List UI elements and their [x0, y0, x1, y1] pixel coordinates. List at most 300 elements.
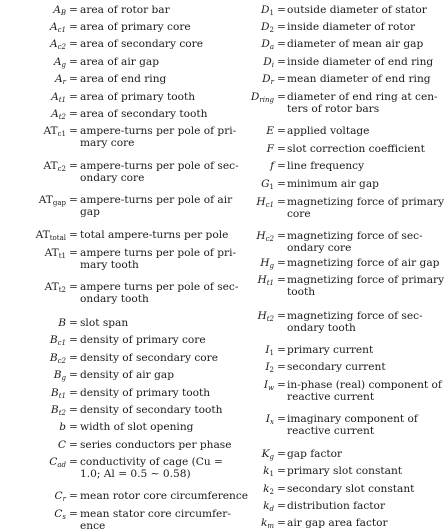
nomenclature-entry: [223, 231, 446, 254]
definition: [287, 231, 423, 254]
definition-line: ondary tooth: [287, 321, 356, 334]
equals-sign: =: [69, 421, 78, 433]
equals-sign: =: [69, 73, 78, 85]
symbol-letter: H: [260, 257, 270, 269]
equals-sign: =: [69, 281, 78, 293]
definition: [287, 518, 388, 530]
symbol-letter: F: [266, 143, 274, 155]
definition: [80, 39, 203, 51]
equals-sign: =: [277, 230, 286, 242]
nomenclature-entry: [0, 125, 237, 149]
symbol: [58, 440, 66, 452]
definition-line: inside diameter of end ring: [287, 56, 434, 68]
symbol-letter: I: [265, 344, 270, 356]
nomenclature-entry: [223, 5, 446, 17]
symbol: [261, 179, 274, 191]
symbol-subscript: B: [60, 9, 66, 17]
definition: [80, 230, 228, 242]
symbol-subscript: t1: [58, 392, 66, 400]
equals-sign: =: [277, 91, 286, 103]
symbol-letter: A: [54, 73, 63, 85]
definition: [287, 22, 415, 34]
symbol: [51, 405, 66, 417]
definition: [80, 109, 207, 121]
definition: [287, 92, 438, 115]
symbol-letter: AT: [44, 281, 59, 293]
nomenclature-entry: [223, 484, 446, 496]
nomenclature-entry: [223, 57, 446, 69]
definition-line: secondary slot constant: [287, 483, 415, 495]
definition: [287, 414, 418, 437]
symbol: [51, 388, 66, 400]
definition-line: ampere turns per pole of pri-: [80, 247, 237, 259]
definition: [287, 144, 425, 156]
definition-line: total ampere-turns per pole: [80, 229, 229, 241]
definition-line: density of secondary tooth: [80, 404, 223, 416]
definition-line: diameter of mean air gap: [287, 38, 424, 50]
definition: [80, 22, 191, 34]
definition: [287, 311, 423, 334]
equals-sign: =: [69, 4, 78, 16]
definition-line: ampere-turns per pole of air: [80, 194, 233, 206]
symbol: [265, 345, 274, 357]
symbol: [261, 518, 274, 530]
equals-sign: =: [277, 500, 286, 512]
nomenclature-entry: [0, 22, 223, 34]
symbol-letter: K: [261, 448, 270, 460]
symbol-letter: C: [49, 456, 58, 468]
symbol-letter: A: [51, 108, 59, 120]
nomenclature-entry: [0, 388, 223, 400]
symbol-subscript: 2: [269, 488, 274, 496]
symbol-subscript: g: [61, 61, 66, 69]
nomenclature-entry: [223, 74, 446, 86]
definition: [287, 345, 373, 357]
symbol-subscript: ring: [259, 96, 274, 104]
symbol: [261, 39, 274, 51]
definition: [80, 335, 206, 347]
symbol-letter: AT: [43, 125, 58, 137]
symbol-letter: k: [263, 465, 270, 477]
nomenclature-entry: [0, 335, 223, 347]
equals-sign: =: [277, 38, 286, 50]
definition: [80, 318, 128, 330]
nomenclature-entry: [223, 414, 446, 437]
symbol: [55, 74, 66, 86]
definition: [80, 388, 210, 400]
definition: [80, 5, 170, 17]
equals-sign: =: [277, 257, 286, 269]
equals-sign: =: [69, 456, 78, 468]
nomenclature-entry: [0, 490, 249, 503]
symbol: [54, 370, 66, 382]
symbol: [50, 353, 66, 365]
definition-line: density of primary core: [80, 334, 206, 346]
nomenclature-entry: [223, 144, 446, 156]
definition-line: magnetizing force of primary: [287, 274, 445, 286]
equals-sign: =: [277, 73, 286, 85]
definition: [287, 258, 439, 270]
symbol: [53, 5, 66, 17]
equals-sign: =: [277, 274, 286, 286]
definition-line: line frequency: [287, 160, 365, 172]
nomenclature-entry: [223, 275, 446, 298]
equals-sign: =: [69, 490, 78, 502]
equals-sign: =: [69, 108, 78, 120]
symbol: [267, 144, 274, 156]
symbol: [58, 318, 66, 330]
symbol-subscript: c1: [57, 130, 66, 138]
symbol-subscript: c2: [265, 235, 274, 243]
symbol: [266, 126, 274, 138]
nomenclature-entry: [0, 109, 223, 121]
nomenclature-entry: [0, 370, 223, 382]
equals-sign: =: [277, 448, 286, 460]
symbol: [266, 414, 274, 426]
symbol-subscript: t2: [58, 286, 66, 294]
symbol-letter: E: [266, 125, 274, 137]
symbol-letter: D: [262, 73, 271, 85]
symbol: [262, 74, 274, 86]
definition-line: area of primary tooth: [80, 91, 196, 103]
nomenclature-entry: [223, 518, 446, 530]
definition-line: ondary tooth: [80, 292, 149, 305]
symbol-subscript: 1: [269, 349, 274, 357]
definition-line: ampere turns per pole of sec-: [80, 281, 239, 293]
definition: [287, 5, 427, 17]
definition-line: density of secondary core: [80, 352, 218, 364]
definition-line: width of slot opening: [80, 421, 194, 433]
equals-sign: =: [277, 361, 286, 373]
definition-line: mean diameter of end ring: [287, 73, 431, 85]
definition: [80, 282, 238, 305]
nomenclature-entry: [0, 353, 223, 365]
equals-sign: =: [277, 21, 286, 33]
symbol: [264, 380, 274, 392]
definition: [287, 362, 386, 374]
symbol-subscript: 1: [269, 183, 274, 191]
nomenclature-entry: [0, 57, 223, 69]
definition-line: ondary core: [80, 171, 145, 184]
equals-sign: =: [277, 4, 286, 16]
equals-sign: =: [69, 508, 78, 520]
symbol-subscript: c2: [57, 43, 66, 51]
definition: [287, 275, 444, 298]
symbol-letter: B: [49, 352, 58, 364]
symbol: [49, 457, 66, 469]
equals-sign: =: [69, 439, 78, 451]
nomenclature-entry: [0, 160, 239, 184]
definition-line: magnetizing force of sec-: [287, 230, 423, 242]
equals-sign: =: [69, 21, 78, 33]
nomenclature-entry: [223, 501, 446, 513]
equals-sign: =: [69, 229, 78, 241]
equals-sign: =: [277, 125, 286, 137]
definition-line: gap factor: [287, 448, 343, 460]
symbol-subscript: r: [62, 78, 66, 86]
definition: [287, 501, 385, 513]
symbol-letter: AT: [38, 194, 53, 206]
symbol: [51, 109, 66, 121]
symbol-letter: D: [261, 4, 270, 16]
equals-sign: =: [69, 194, 78, 206]
definition-line: mary core: [80, 136, 135, 149]
definition-line: magnetizing force of air gap: [287, 257, 440, 269]
symbol-subscript: c1: [265, 201, 274, 209]
definition-line: distribution factor: [287, 500, 386, 512]
symbol-subscript: r: [270, 78, 274, 86]
definition-line: diameter of end ring at cen-: [287, 91, 438, 103]
nomenclature-entry: [0, 439, 232, 452]
symbol-letter: A: [49, 21, 58, 33]
symbol-subscript: 1: [269, 470, 274, 478]
symbol: [263, 57, 274, 69]
definition: [287, 161, 364, 173]
symbol-letter: D: [263, 56, 272, 68]
symbol-letter: D: [261, 38, 270, 50]
equals-sign: =: [69, 247, 78, 259]
definition: [287, 484, 414, 496]
definition-line: ampere-turns per pole of pri-: [80, 125, 237, 137]
symbol-letter: I: [265, 361, 270, 373]
symbol-letter: D: [250, 91, 260, 103]
symbol: [54, 57, 66, 69]
symbol: [54, 509, 66, 521]
symbol: [45, 248, 66, 260]
symbol-letter: D: [261, 21, 270, 33]
symbol: [43, 161, 66, 173]
definition: [287, 380, 442, 403]
equals-sign: =: [277, 143, 286, 155]
definition-line: primary slot constant: [287, 465, 403, 477]
definition: [287, 466, 402, 478]
symbol-letter: AT: [35, 229, 50, 241]
symbol-letter: k: [263, 500, 270, 512]
symbol-subscript: 2: [269, 366, 274, 374]
nomenclature-entry: [223, 449, 446, 461]
equals-sign: =: [277, 413, 286, 425]
equals-sign: =: [277, 517, 286, 529]
definition-line: slot span: [80, 317, 129, 329]
nomenclature-entry: [223, 92, 446, 115]
symbol-subscript: r: [62, 495, 66, 503]
nomenclature-entry: [0, 229, 229, 242]
equals-sign: =: [69, 125, 78, 137]
symbol: [257, 311, 274, 323]
nomenclature-entry: [223, 126, 446, 138]
symbol: [50, 22, 66, 34]
definition-line: ence: [80, 519, 106, 532]
symbol-letter: AT: [44, 247, 59, 259]
definition-line: slot correction coefficient: [287, 143, 425, 155]
definition: [287, 179, 379, 191]
definition-line: applied voltage: [287, 125, 370, 137]
definition: [80, 405, 222, 417]
nomenclature-entry: [223, 362, 446, 374]
nomenclature-entry: [223, 22, 446, 34]
symbol-subscript: 2: [269, 26, 274, 34]
definition-line: inside diameter of rotor: [287, 21, 416, 33]
nomenclature-entry: [0, 508, 231, 532]
symbol-subscript: c1: [57, 26, 66, 34]
symbol-letter: A: [53, 56, 62, 68]
nomenclature-entry: [0, 92, 223, 104]
symbol: [55, 491, 66, 503]
definition-line: mary tooth: [80, 258, 139, 271]
symbol: [261, 5, 274, 17]
symbol-subscript: g: [61, 374, 66, 382]
equals-sign: =: [69, 91, 78, 103]
symbol-subscript: c2: [57, 357, 66, 365]
equals-sign: =: [69, 317, 78, 329]
symbol-letter: f: [270, 160, 274, 172]
symbol: [260, 258, 274, 270]
nomenclature-entry: [0, 5, 223, 17]
equals-sign: =: [69, 334, 78, 346]
definition: [80, 353, 218, 365]
definition: [80, 195, 232, 218]
symbol: [59, 422, 66, 434]
symbol-subscript: t2: [58, 113, 66, 121]
symbol-letter: I: [265, 413, 271, 425]
definition-line: magnetizing force of sec-: [287, 310, 423, 322]
definition: [80, 57, 159, 69]
symbol: [45, 282, 66, 294]
definition-line: in-phase (real) component of: [287, 379, 442, 391]
definition-line: area of air gap: [80, 56, 160, 68]
nomenclature-entry: [0, 281, 239, 305]
definition-line: series conductors per phase: [80, 439, 232, 451]
definition-line: area of secondary tooth: [80, 108, 208, 120]
equals-sign: =: [277, 344, 286, 356]
definition-line: area of end ring: [80, 73, 167, 85]
symbol: [36, 230, 66, 242]
nomenclature-entry: [223, 311, 446, 334]
definition-line: ampere-turns per pole of sec-: [80, 160, 239, 172]
definition: [80, 422, 193, 434]
definition-line: reactive current: [287, 390, 375, 403]
nomenclature-entry: [223, 197, 446, 220]
equals-sign: =: [69, 404, 78, 416]
definition-line: area of primary core: [80, 21, 191, 33]
symbol: [263, 501, 274, 513]
definition-line: density of air gap: [80, 369, 174, 381]
equals-sign: =: [69, 369, 78, 381]
definition: [80, 161, 239, 184]
symbol-subscript: t1: [58, 96, 66, 104]
symbol: [263, 484, 274, 496]
symbol-letter: H: [256, 196, 266, 208]
definition-line: magnetizing force of primary: [287, 196, 445, 208]
definition-line: conductivity of cage (Cu =: [80, 456, 223, 468]
symbol-letter: B: [50, 404, 59, 416]
equals-sign: =: [277, 196, 286, 208]
nomenclature-entry: [0, 457, 223, 480]
symbol-subscript: total: [49, 234, 66, 242]
nomenclature-entry: [223, 39, 446, 51]
definition: [80, 370, 174, 382]
symbol-letter: I: [263, 379, 268, 391]
definition: [287, 449, 342, 461]
symbol-letter: b: [59, 421, 66, 433]
symbol-subscript: w: [268, 384, 274, 392]
symbol: [263, 466, 274, 478]
symbol-letter: H: [257, 310, 267, 322]
definition-line: outside diameter of stator: [287, 4, 427, 16]
nomenclature-entry: [223, 466, 446, 478]
equals-sign: =: [69, 387, 78, 399]
definition-line: area of secondary core: [80, 38, 203, 50]
symbol-subscript: c2: [57, 165, 66, 173]
nomenclature-entry: [0, 247, 237, 271]
definition-line: ters of rotor bars: [287, 102, 380, 115]
definition: [80, 440, 232, 452]
definition: [80, 457, 223, 480]
symbol-letter: G: [261, 178, 270, 190]
symbol-letter: k: [263, 483, 270, 495]
definition-line: primary current: [287, 344, 374, 356]
symbol-subscript: d: [269, 505, 274, 513]
nomenclature-entry: [0, 422, 223, 434]
symbol-letter: H: [257, 274, 267, 286]
symbol-letter: C: [57, 439, 66, 451]
symbol: [256, 197, 274, 209]
definition: [80, 248, 236, 271]
symbol-subscript: g: [269, 262, 274, 270]
symbol: [270, 161, 274, 173]
symbol: [39, 195, 66, 207]
symbol-subscript: m: [267, 522, 274, 530]
nomenclature-entry: [223, 258, 446, 270]
symbol-subscript: t2: [266, 315, 274, 323]
definition-line: imaginary component of: [287, 413, 418, 425]
symbol-letter: A: [51, 91, 59, 103]
definition-line: reactive current: [287, 424, 375, 437]
definition: [80, 92, 195, 104]
definition-line: core: [287, 207, 311, 220]
symbol-letter: B: [50, 387, 59, 399]
symbol-subscript: g: [269, 453, 274, 461]
definition-line: secondary current: [287, 361, 386, 373]
nomenclature-entry: [0, 405, 223, 417]
definition: [287, 197, 444, 220]
symbol-subscript: x: [270, 418, 274, 426]
symbol-subscript: gap: [52, 199, 66, 207]
equals-sign: =: [69, 160, 78, 172]
symbol-letter: A: [53, 4, 61, 16]
definition-line: density of primary tooth: [80, 387, 211, 399]
definition: [287, 39, 423, 51]
symbol: [50, 335, 66, 347]
equals-sign: =: [277, 160, 286, 172]
nomenclature-entry: [0, 194, 233, 218]
symbol-letter: AT: [43, 160, 58, 172]
definition: [287, 74, 431, 86]
symbol-letter: k: [260, 517, 268, 529]
symbol: [257, 275, 274, 287]
equals-sign: =: [277, 483, 286, 495]
symbol-subscript: t1: [58, 252, 66, 260]
nomenclature-entry: [0, 318, 223, 330]
symbol: [256, 231, 274, 243]
equals-sign: =: [69, 38, 78, 50]
symbol: [262, 449, 274, 461]
definition-line: air gap area factor: [287, 517, 388, 529]
definition-line: mean rotor core circumference: [80, 490, 249, 502]
symbol-letter: B: [49, 334, 58, 346]
nomenclature-entry: [0, 39, 223, 51]
symbol-subscript: t2: [58, 409, 66, 417]
